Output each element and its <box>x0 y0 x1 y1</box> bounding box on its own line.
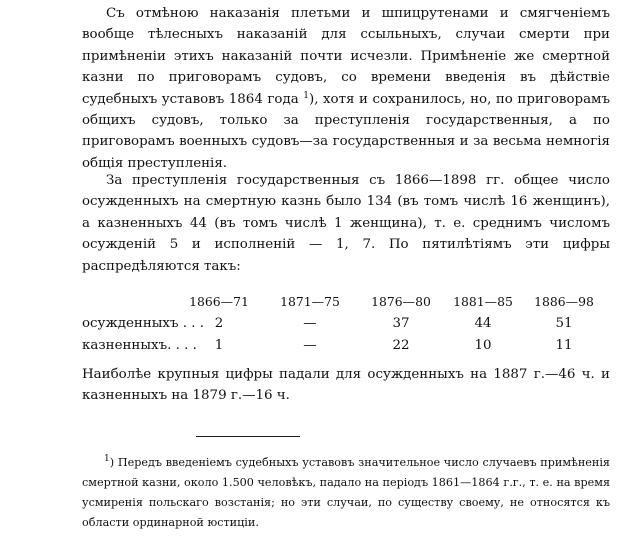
table-cell: 11 <box>555 338 573 353</box>
table-row-condemned <box>82 316 610 338</box>
table-cell: 22 <box>392 338 410 353</box>
row-label: осужденныхъ . . . <box>82 316 205 331</box>
footnote-text: ) Передъ введеніемъ судебныхъ уставовъ значительное число случаевъ примѣненія смертной казни, около 1.500 человѣкъ, падало на періодъ 1861—1864 г.г., т. е. на время усмиренія польскаго возстанія; но эти случаи, по существу своему, не относятся къ области ординарной юстиціи. <box>82 456 610 529</box>
table-cell: 37 <box>392 316 410 331</box>
table-cell: 44 <box>474 316 492 331</box>
paragraph-1-text-a: Съ отмѣною наказанія плетьми и шпицрутенами и смягченіемъ вообще тѣлесныхъ наказаній для ссыльныхъ, случаи смерти при примѣненіи этихъ наказаній почти исчезли. Примѣненіе же смертной казни по приговорамъ судовъ, со времени введенія въ дѣйствіе судебныхъ уставовъ 1864 года <box>82 6 610 107</box>
paragraph-executions-history <box>82 3 610 174</box>
table-cell: 51 <box>555 316 573 331</box>
period-header: 1881—85 <box>453 294 513 309</box>
table-cell: 1 <box>214 338 224 353</box>
footnote <box>82 453 610 533</box>
paragraph-state-crimes: За преступленія государственныя съ 1866—1898 гг. общее число осужденныхъ на смертную казнь было 134 (въ томъ числѣ 16 женщинъ), а казненныхъ 44 (въ томъ числѣ 1 женщина), т. е. среднимъ числомъ осужденій 5 и исполненій — 1, 7. По пятилѣтіямъ эти цифры распредѣляются такъ: <box>82 173 610 274</box>
footnote-mark: 1 <box>104 454 110 464</box>
table-cell: 2 <box>214 316 224 331</box>
period-header: 1866—71 <box>189 294 249 309</box>
period-header: 1876—80 <box>371 294 431 309</box>
table-cell: 10 <box>474 338 492 353</box>
row-label: казненныхъ. . . . <box>82 338 197 353</box>
footnote-separator <box>196 436 300 437</box>
paragraph-1-text-b: ), хотя и сохранилось, но, по приговорамъ общихъ судовъ, только за преступленія государственныя, а по приговорамъ военныхъ судовъ—за государственныя и за весьма немногія общія преступленія. <box>82 91 610 171</box>
paragraph-peak-figures: Наиболѣе крупныя цифры падали для осужденныхъ на 1887 г.—46 ч. и казненныхъ на 1879 г.—16 ч. <box>82 367 610 404</box>
table-header-row <box>82 294 610 316</box>
table-row-executed <box>82 338 610 360</box>
footnote-reference: 1 <box>303 90 309 101</box>
period-header: 1871—75 <box>280 294 340 309</box>
five-year-table <box>82 294 610 360</box>
table-cell: — <box>303 338 317 353</box>
period-header: 1886—98 <box>534 294 594 309</box>
table-cell: — <box>303 316 317 331</box>
